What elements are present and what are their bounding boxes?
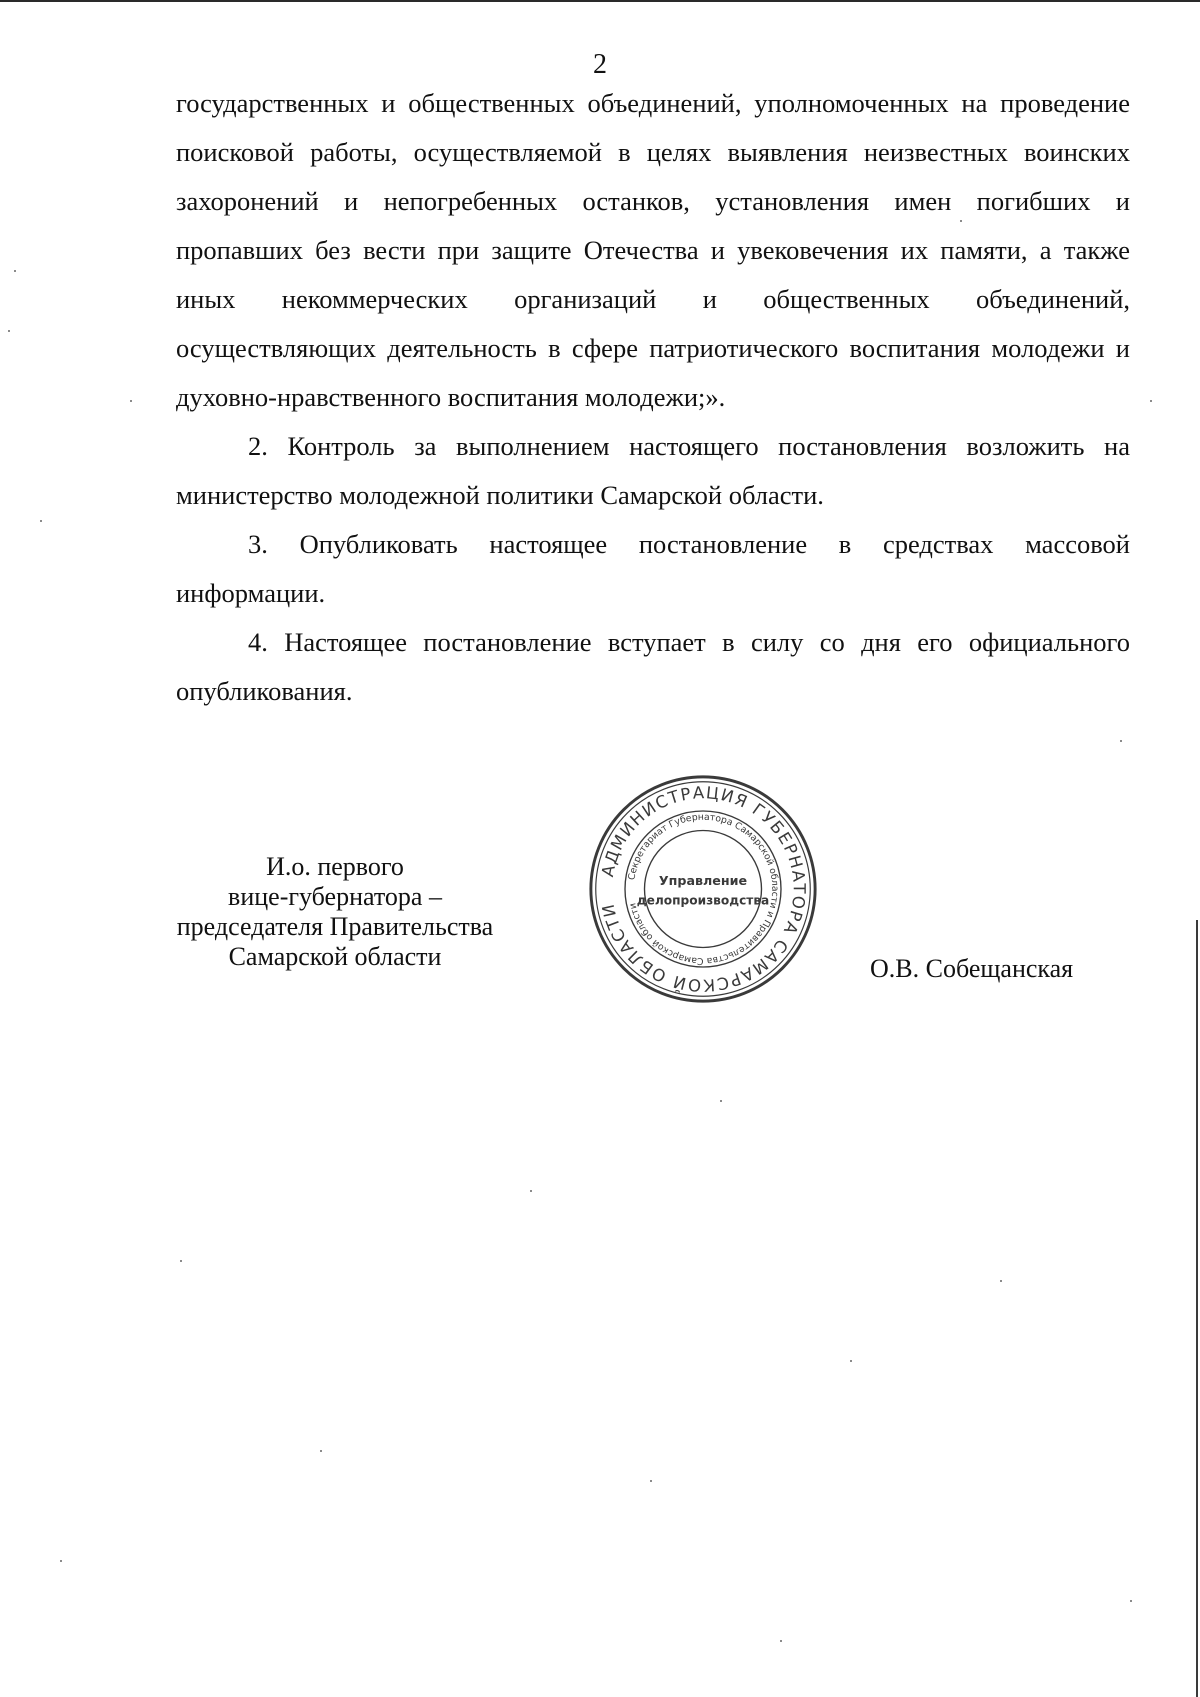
signatory-position-line: И.о. первого [266, 852, 404, 881]
scan-speck [130, 400, 132, 402]
scan-speck [14, 270, 16, 272]
scan-speck [60, 1560, 62, 1562]
scan-speck [320, 1450, 322, 1452]
document-body [176, 79, 1130, 716]
stamp-center-line-2: делопроизводства [636, 893, 770, 908]
scan-speck [1150, 400, 1152, 402]
scan-speck [780, 1640, 782, 1642]
scan-speck [1120, 740, 1122, 742]
scan-speck [180, 1260, 182, 1262]
page-top-edge [0, 0, 1200, 2]
stamp-center-line-1: Управление [658, 873, 748, 889]
scan-speck [960, 220, 962, 222]
scan-speck [1000, 1280, 1002, 1282]
scan-speck [530, 1190, 532, 1192]
official-stamp-seal [586, 772, 820, 1006]
signatory-name: О.В. Собещанская [870, 954, 1074, 983]
stamp-inner-text: Секретариат Губернатора Самарской области и Правительства Самарской области [626, 811, 781, 967]
paragraph-continuation: государственных и общественных объединений, уполномоченных на проведение поисковой работы, осуществляемой в целях выявления неизвестных воинских захоронений и непогребенных останков, установления имен погибших и пропавших без вести при защите Отечества и увековечения их памяти, а также иных некоммерческих организаций и общественных объединений, осуществляющих деятельность в сфере патриотического воспитания молодежи и духовно-нравственного воспитания молодежи;». [176, 88, 1130, 412]
signatory-position-line: Самарской области [228, 942, 442, 971]
paragraph-control-clause: 2. Контроль за выполнением настоящего постановления возложить на министерство молодежной политики Самарской области. [176, 431, 1130, 510]
scan-speck [40, 520, 42, 522]
signatory-position [130, 852, 540, 972]
signatory-position-line: председателя Правительства [176, 912, 494, 941]
page-right-edge [1196, 920, 1198, 1697]
scan-speck [1130, 1600, 1132, 1602]
scan-speck [650, 1480, 652, 1482]
paragraph-publication-clause: 3. Опубликовать настоящее постановление в средствах массовой информации. [176, 529, 1130, 608]
scan-speck [720, 1100, 722, 1102]
scan-speck [850, 1360, 852, 1362]
scan-speck [8, 330, 10, 332]
stamp-outer-text: АДМИНИСТРАЦИЯ ГУБЕРНАТОРА САМАРСКОЙ ОБЛАСТИ [598, 783, 809, 995]
signatory-position-line: вице-губернатора – [228, 882, 442, 911]
paragraph-effective-date-clause: 4. Настоящее постановление вступает в силу со дня его официального опубликования. [176, 627, 1130, 706]
page-number: 2 [593, 49, 607, 80]
